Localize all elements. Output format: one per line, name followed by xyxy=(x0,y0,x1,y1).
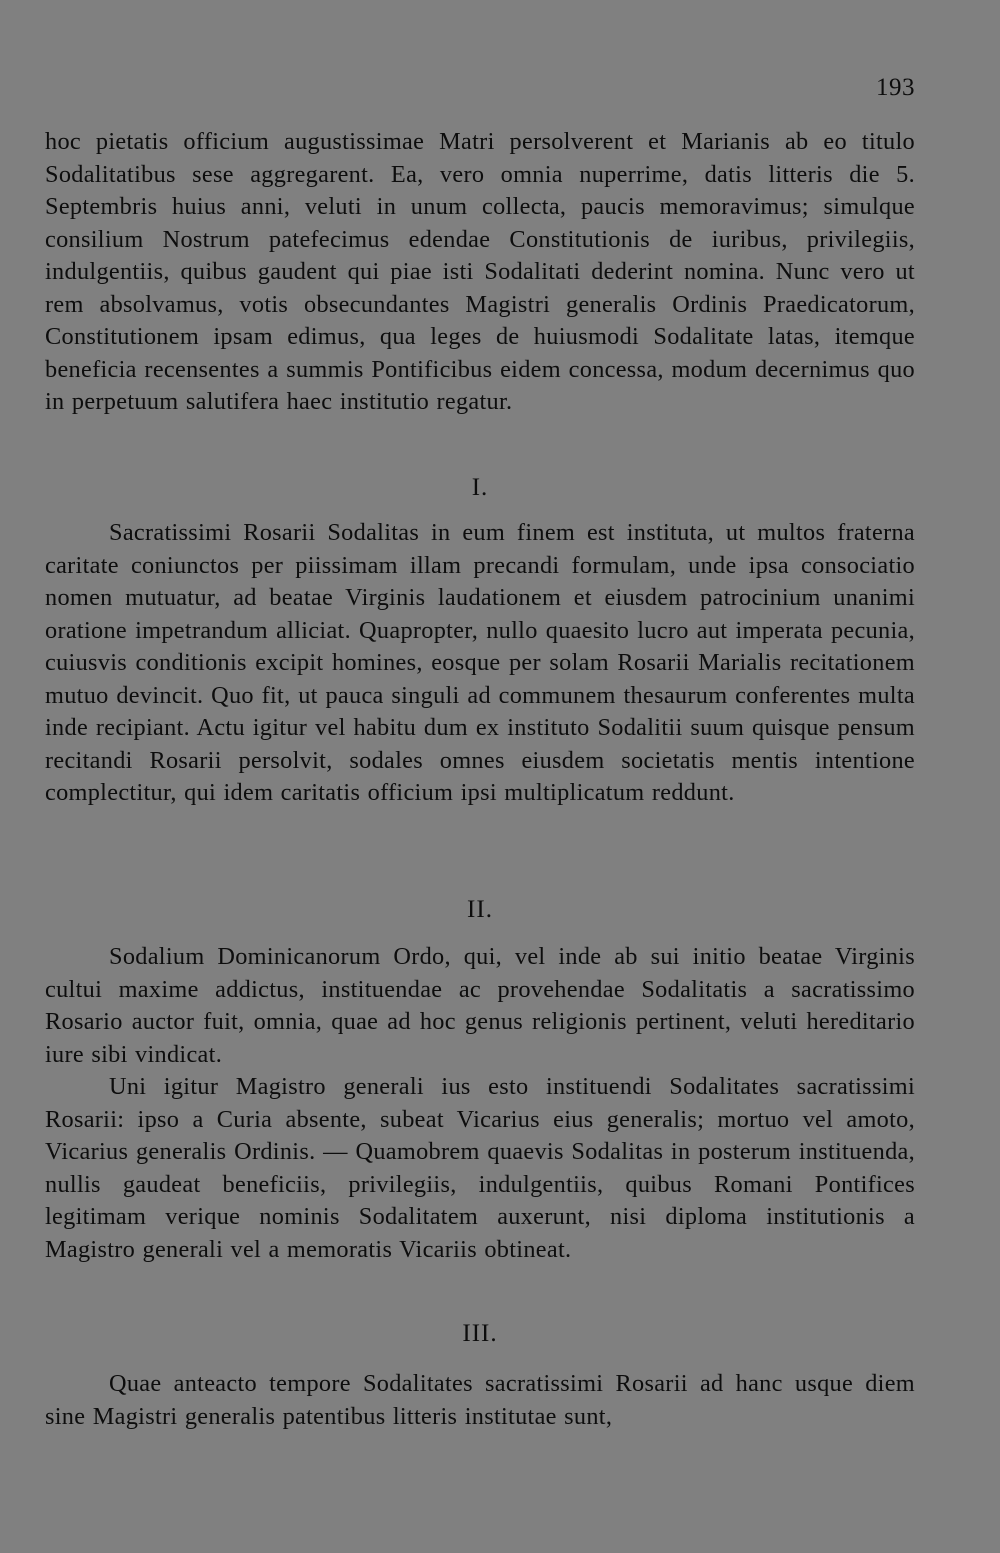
page-number: 193 xyxy=(876,74,915,101)
section-1-text xyxy=(45,517,915,810)
section-2-text xyxy=(45,941,915,1266)
section-3-text xyxy=(45,1368,915,1433)
section-3-paragraph-1: Quae anteacto tempore Sodalitates sacratissimi Rosarii ad hanc usque diem sine Magistri generalis patentibus litteris institutae sunt, xyxy=(45,1370,915,1430)
section-2-paragraph-2: Uni igitur Magistro generali ius esto instituendi Sodalitates sacratissimi Rosarii: ipso a Curia absente, subeat Vicarius eius generalis; mortuo vel amoto, Vicarius generalis Ordinis. — Quamobrem quaevis Sodalitas in posterum instituenda, nullis gaudeat beneficiis, privilegiis, indulgentiis, quibus Romani Pontifices legitimam verique nominis Sodalitatem auxerunt, nisi diploma institutionis a Magistro generali vel a memoratis Vicariis obtineat. xyxy=(45,1073,915,1263)
document-page xyxy=(45,0,915,1553)
section-heading-2: II. xyxy=(467,896,493,923)
section-heading-3: III. xyxy=(462,1320,498,1347)
intro-text-block xyxy=(45,126,915,419)
section-1-paragraph-1: Sacratissimi Rosarii Sodalitas in eum finem est instituta, ut multos fraterna caritate coniunctos per piissimam illam precandi formulam, unde ipsa consociatio nomen mutuatur, ad beatae Virginis laudationem et eiusdem patrocinium unanimi oratione impetrandum alliciat. Quapropter, nullo quaesito lucro aut imperata pecunia, cuiusvis conditionis excipit homines, eosque per solam Rosarii Marialis recitationem mutuo devincit. Quo fit, ut pauca singuli ad communem thesaurum conferentes multa inde recipiant. Actu igitur vel habitu dum ex instituto Sodalitii suum quisque pensum recitandi Rosarii persolvit, sodales omnes eiusdem societatis mentis intentione complectitur, qui idem caritatis officium ipsi multiplicatum reddunt. xyxy=(45,519,915,806)
intro-paragraph: hoc pietatis officium augustissimae Matri persolverent et Marianis ab eo titulo Sodalitatibus sese aggregarent. Ea, vero omnia nuperrime, datis litteris die 5. Septembris huius anni, veluti in unum collecta, paucis memoravimus; simulque consilium Nostrum patefecimus edendae Constitutionis de iuribus, privilegiis, indulgentiis, quibus gaudent qui piae isti Sodalitati dederint nomina. Nunc vero ut rem absolvamus, votis obsecundantes Magistri generalis Ordinis Praedicatorum, Constitutionem ipsam edimus, qua leges de huiusmodi Sodalitate latas, itemque beneficia recensentes a summis Pontificibus eidem concessa, modum decernimus quo in perpetuum salutifera haec institutio regatur. xyxy=(45,128,915,415)
section-heading-1: I. xyxy=(471,474,489,501)
section-2-paragraph-1: Sodalium Dominicanorum Ordo, qui, vel inde ab sui initio beatae Virginis cultui maxime addictus, instituendae ac provehendae Sodalitatis a sacratissimo Rosario auctor fuit, omnia, quae ad hoc genus religionis pertinent, veluti hereditario iure sibi vindicat. xyxy=(45,943,915,1068)
